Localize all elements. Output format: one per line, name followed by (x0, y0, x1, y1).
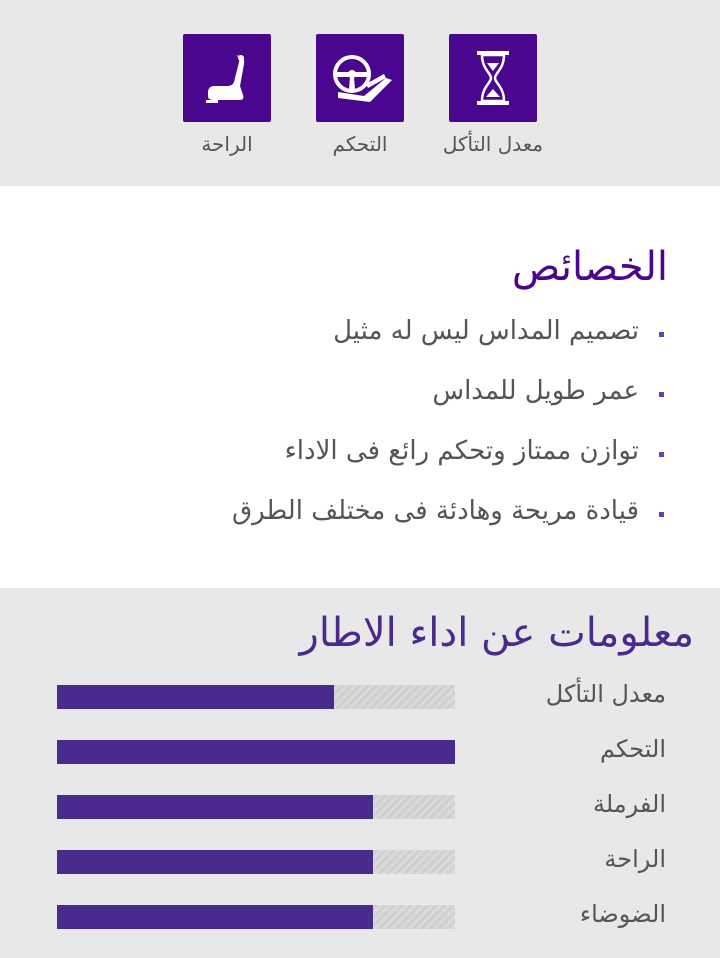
list-item: تصميم المداس ليس له مثيل (333, 316, 664, 346)
rating-row (0, 676, 720, 716)
rating-label: معدل التأكل (545, 680, 666, 708)
feature-wear-rate[interactable] (433, 34, 553, 156)
properties-section (0, 186, 720, 588)
rating-fill (57, 685, 334, 709)
rating-track (57, 850, 455, 874)
rating-track (57, 905, 455, 929)
rating-fill (57, 905, 373, 929)
feature-label: الراحة (201, 132, 253, 156)
rating-track (57, 795, 455, 819)
bullet-icon (659, 392, 664, 397)
bullet-icon (659, 332, 664, 337)
rating-fill (57, 850, 373, 874)
feature-label: معدل التأكل (442, 132, 544, 156)
feature-comfort[interactable] (167, 34, 287, 156)
bullet-icon (659, 512, 664, 517)
performance-section (0, 588, 720, 958)
rating-track (57, 685, 455, 709)
list-item: توازن ممتاز وتحكم رائع فى الاداء (285, 436, 664, 466)
rating-label: التحكم (600, 735, 666, 763)
feature-handling[interactable] (300, 34, 420, 156)
rating-fill (57, 740, 455, 764)
properties-title: الخصائص (511, 244, 668, 290)
performance-title: معلومات عن اداء الاطار (299, 610, 694, 656)
rating-row (0, 896, 720, 936)
feature-icons-bar (0, 0, 720, 186)
list-item: قيادة مريحة وهادئة فى مختلف الطرق (232, 496, 664, 526)
rating-row (0, 731, 720, 771)
steering-wheel-icon (316, 34, 404, 122)
rating-label: الضوضاء (579, 900, 666, 928)
car-seat-icon (183, 34, 271, 122)
rating-label: الفرملة (592, 790, 666, 818)
list-item: عمر طويل للمداس (432, 376, 664, 406)
rating-row (0, 786, 720, 826)
rating-fill (57, 795, 373, 819)
bullet-icon (659, 452, 664, 457)
rating-row (0, 841, 720, 881)
hourglass-icon (449, 34, 537, 122)
feature-label: التحكم (332, 132, 388, 156)
rating-label: الراحة (604, 845, 666, 873)
rating-track (57, 740, 455, 764)
